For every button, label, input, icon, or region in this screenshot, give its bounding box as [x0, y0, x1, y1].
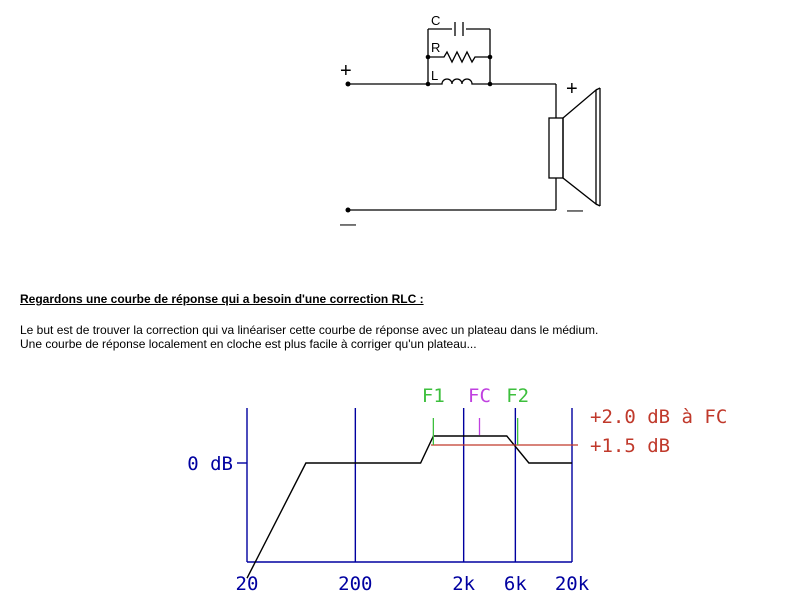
resistor-label: R — [431, 40, 441, 55]
speaker-minus-label: — — [567, 202, 583, 219]
annotation-reference: +1.5 dB — [590, 435, 671, 457]
inductor-label: L — [431, 68, 439, 83]
response-curve — [247, 436, 572, 578]
x-tick-label: 20k — [554, 573, 590, 595]
y-ref-label: 0 dB — [187, 453, 233, 475]
description — [20, 323, 598, 351]
description-line-1: Le but est de trouver la correction qui va linéariser cette courbe de réponse avec un plateau dans le médium. — [20, 323, 599, 337]
x-tick-label: 2k — [452, 573, 476, 595]
marker-label: F2 — [506, 385, 530, 407]
section-heading: Regardons une courbe de réponse qui a besoin d'une correction RLC : — [20, 292, 424, 306]
input-minus-label: — — [340, 216, 356, 233]
x-tick-label: 20 — [235, 573, 259, 595]
input-plus-label: + — [340, 60, 352, 82]
speaker-plus-label: + — [566, 78, 578, 100]
annotation-fc-gain: +2.0 dB à FC — [590, 406, 728, 428]
description-line-2: Une courbe de réponse localement en cloche est plus facile à corriger qu'un plateau... — [20, 337, 477, 351]
marker-label: F1 — [421, 385, 445, 407]
x-tick-label: 200 — [338, 573, 373, 595]
marker-label: FC — [468, 385, 491, 407]
capacitor-label: C — [431, 13, 441, 28]
x-tick-label: 6k — [503, 573, 527, 595]
